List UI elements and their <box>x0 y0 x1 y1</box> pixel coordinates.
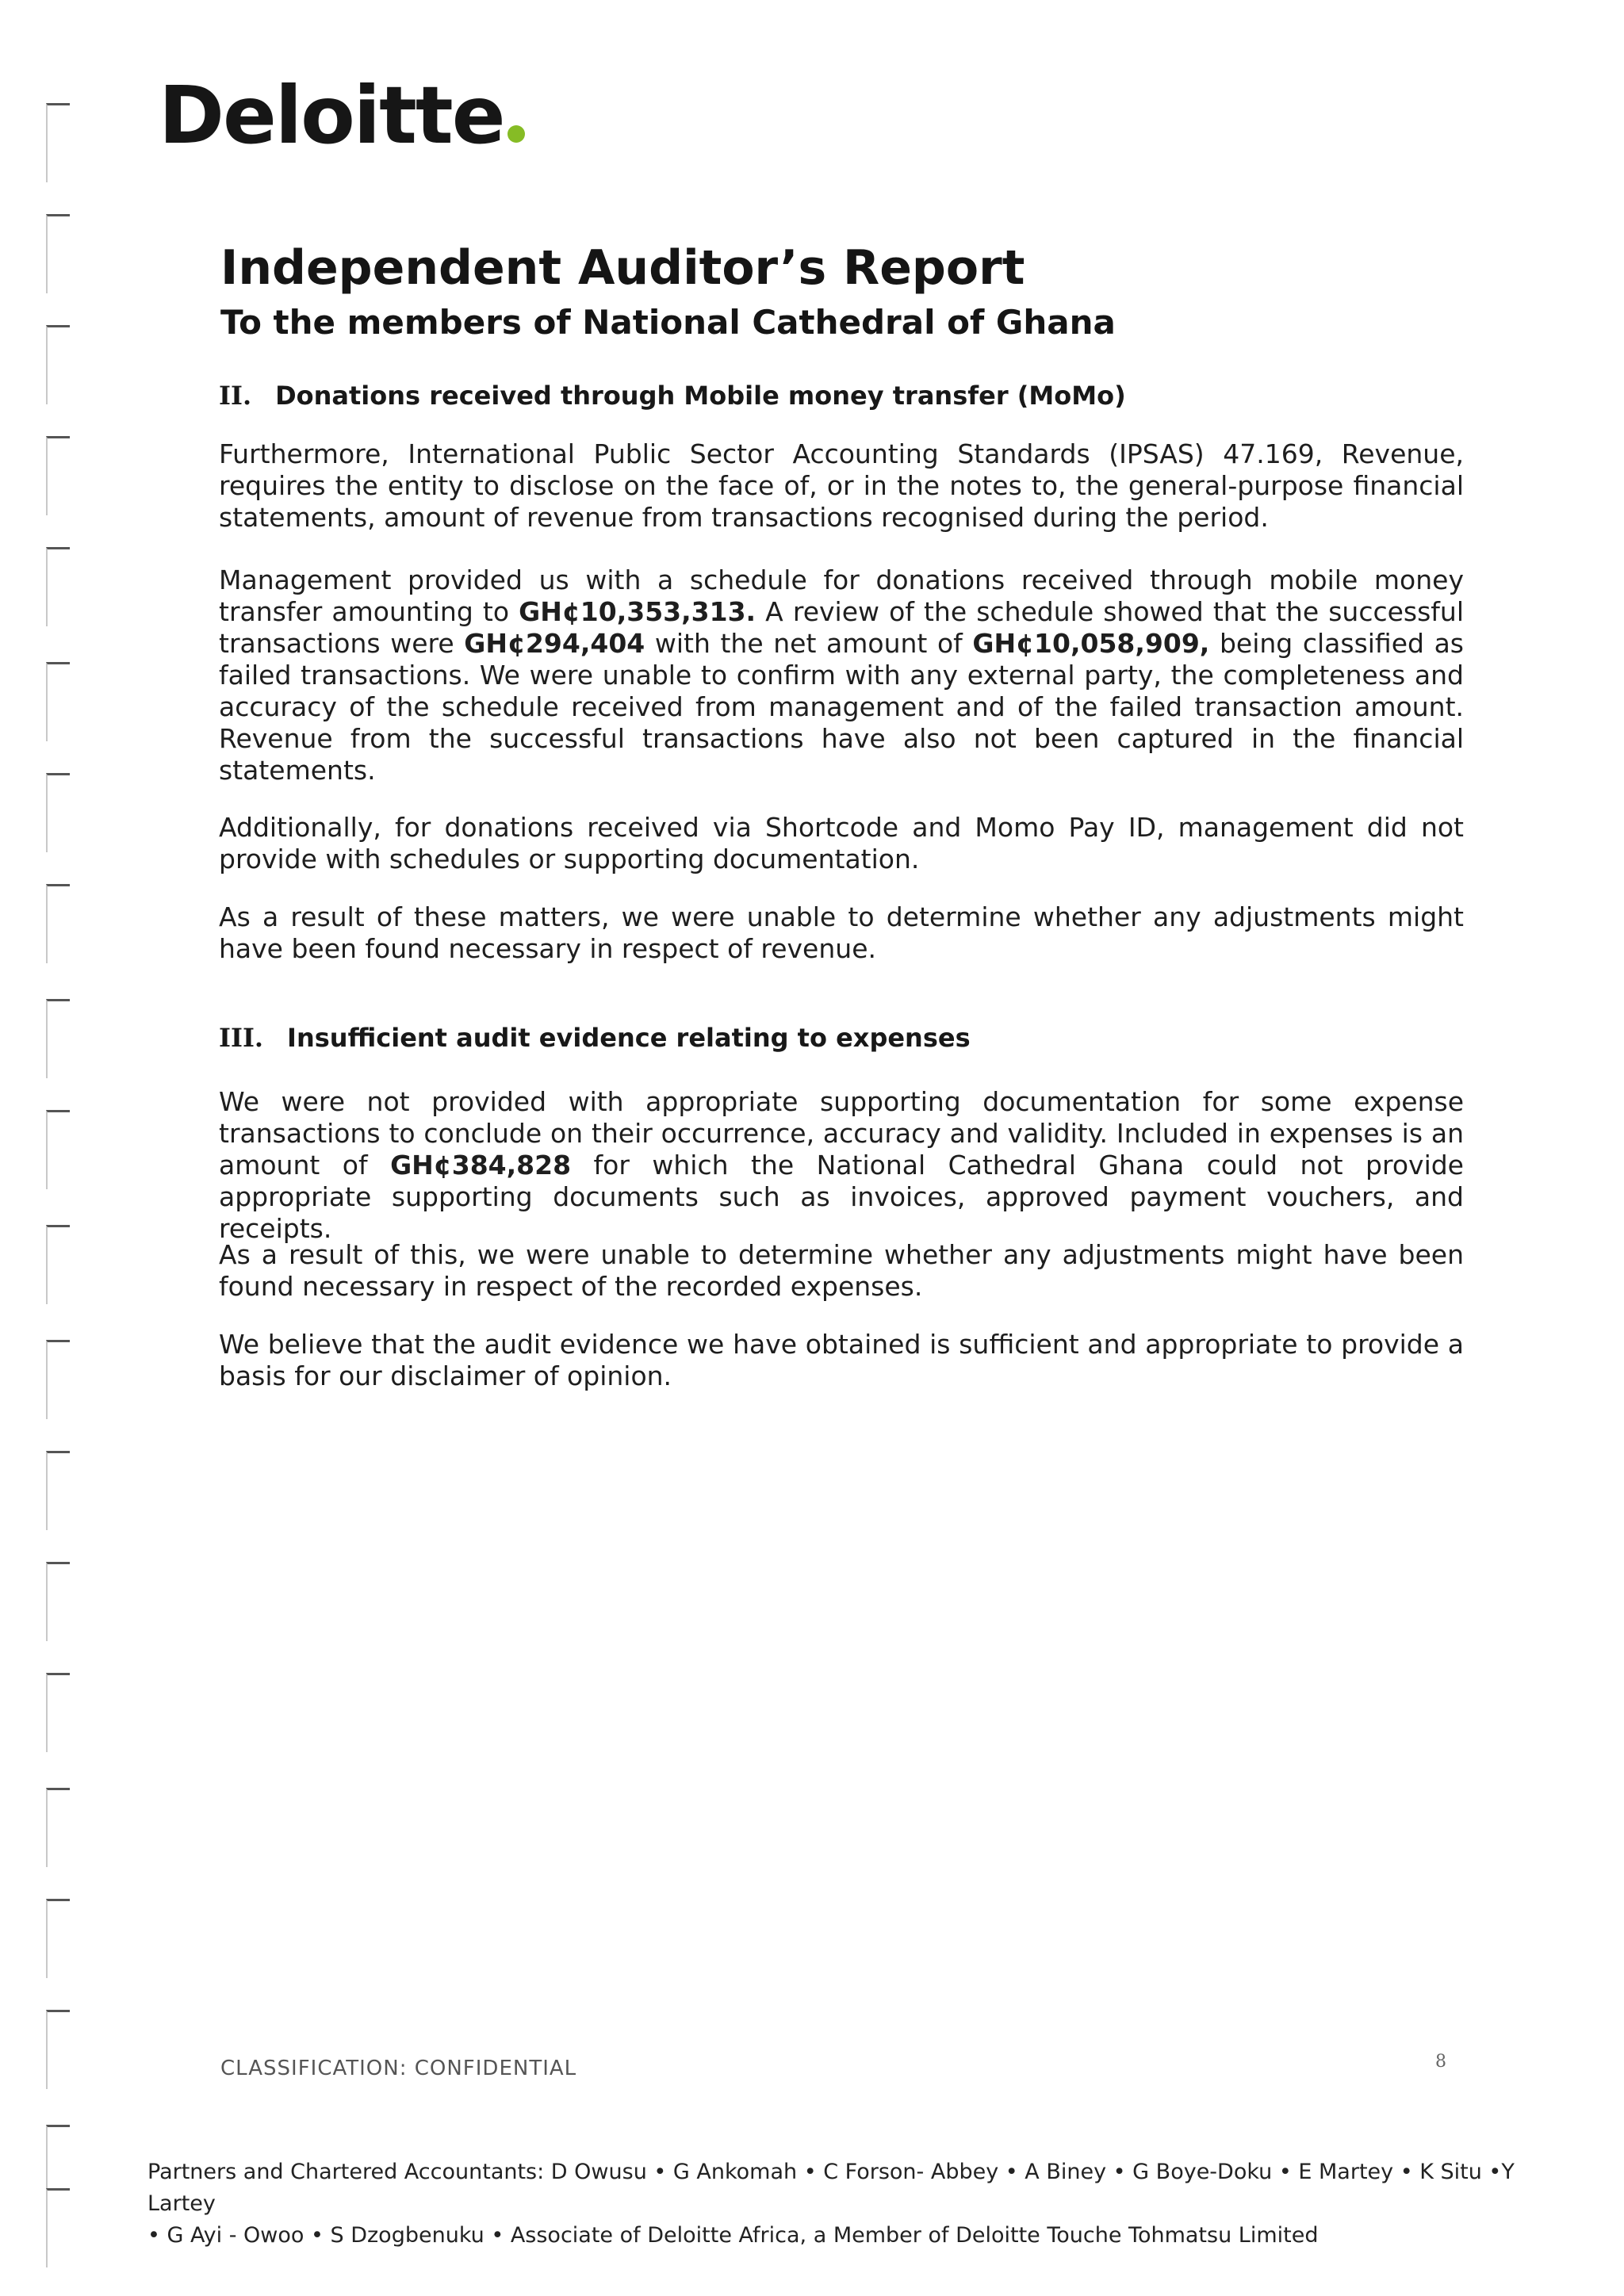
binding-mark <box>46 1340 70 1419</box>
binding-mark <box>46 999 70 1078</box>
binding-mark <box>46 884 70 963</box>
binding-mark <box>46 214 70 293</box>
section-3-number: III. <box>219 1023 264 1053</box>
binding-mark <box>46 2010 70 2089</box>
footer-partners <box>147 2156 1543 2252</box>
report-title: Independent Auditor’s Report <box>220 240 1025 296</box>
amount-unsupported: GH¢384,828 <box>390 1150 572 1181</box>
binding-mark <box>46 1899 70 1978</box>
text-run: for which the National Cathedral Ghana could not provide appropriate supporting documents such as invoices, approved payment vouchers, and receipts. <box>219 1150 1464 1244</box>
logo-text: Deloitte <box>159 69 504 162</box>
text-run: with the net amount of <box>645 628 973 659</box>
deloitte-logo <box>159 69 525 162</box>
binding-mark <box>46 436 70 515</box>
section-2-paragraph-1: Furthermore, International Public Sector Accounting Standards (IPSAS) 47.169, Revenue, requires the entity to disclose on the face of, or in the notes to, the general-purpose financial statements, amount of revenue from transactions recognised during the period. <box>219 438 1464 533</box>
binding-mark <box>46 1562 70 1641</box>
text-run: Management provided us with a schedule for donations received through mobile money transfer amounting to <box>219 564 1464 627</box>
binding-mark <box>46 1225 70 1304</box>
binding-mark <box>46 2188 70 2267</box>
amount-total: GH¢10,353,313. <box>519 596 756 627</box>
text-run: A review of the schedule showed that the successful transactions were <box>219 596 1465 659</box>
binding-mark <box>46 662 70 741</box>
amount-failed: GH¢10,058,909, <box>972 628 1210 659</box>
binding-mark <box>46 1788 70 1867</box>
section-3-paragraph-1 <box>219 1086 1464 1245</box>
binding-mark <box>46 1451 70 1530</box>
section-2-heading-text: Donations received through Mobile money transfer (MoMo) <box>275 381 1126 411</box>
section-2-paragraph-2 <box>219 564 1464 786</box>
binding-mark <box>46 547 70 626</box>
section-3-paragraph-3: We believe that the audit evidence we have obtained is sufficient and appropriate to provide a basis for our disclaimer of opinion. <box>219 1329 1464 1391</box>
binding-mark <box>46 103 70 182</box>
report-subtitle: To the members of National Cathedral of Ghana <box>220 303 1116 342</box>
footer-line-1: Partners and Chartered Accountants: D Owusu • G Ankomah • C Forson- Abbey • A Biney • G Boye-Doku • E Martey • K Situ •Y Lartey <box>147 2160 1515 2216</box>
section-3-paragraph-2: As a result of this, we were unable to determine whether any adjustments might have been found necessary in respect of the recorded expenses. <box>219 1239 1464 1302</box>
text-run: being classified as failed transactions. We were unable to confirm with any external party, the completeness and accuracy of the schedule received from management and of the failed transaction amount. Revenue from the successful transactions have also not been captured in the financial statements. <box>219 628 1464 786</box>
logo-dot <box>508 125 525 143</box>
text-run: We were not provided with appropriate supporting documentation for some expense transactions to conclude on their occurrence, accuracy and validity. Included in expenses is an amount of <box>219 1086 1464 1181</box>
page-number: 8 <box>1435 2052 1446 2072</box>
section-2-paragraph-4: As a result of these matters, we were unable to determine whether any adjustments might have been found necessary in respect of revenue. <box>219 901 1464 964</box>
section-2-paragraph-3: Additionally, for donations received via Shortcode and Momo Pay ID, management did not provide with schedules or supporting documentation. <box>219 812 1464 874</box>
binding-mark <box>46 1110 70 1189</box>
binding-edge <box>0 0 79 2296</box>
amount-successful: GH¢294,404 <box>464 628 645 659</box>
binding-mark <box>46 1673 70 1752</box>
binding-mark <box>46 773 70 852</box>
section-2-number: II. <box>219 381 252 411</box>
classification-label: CLASSIFICATION: CONFIDENTIAL <box>220 2057 577 2080</box>
footer-line-2: • G Ayi - Owoo • S Dzogbenuku • Associate of Deloitte Africa, a Member of Deloitte Touche Tohmatsu Limited <box>147 2223 1319 2248</box>
section-3-heading <box>219 1023 971 1053</box>
section-3-heading-text: Insufficient audit evidence relating to expenses <box>287 1023 971 1053</box>
binding-mark <box>46 325 70 404</box>
section-2-heading <box>219 381 1126 411</box>
